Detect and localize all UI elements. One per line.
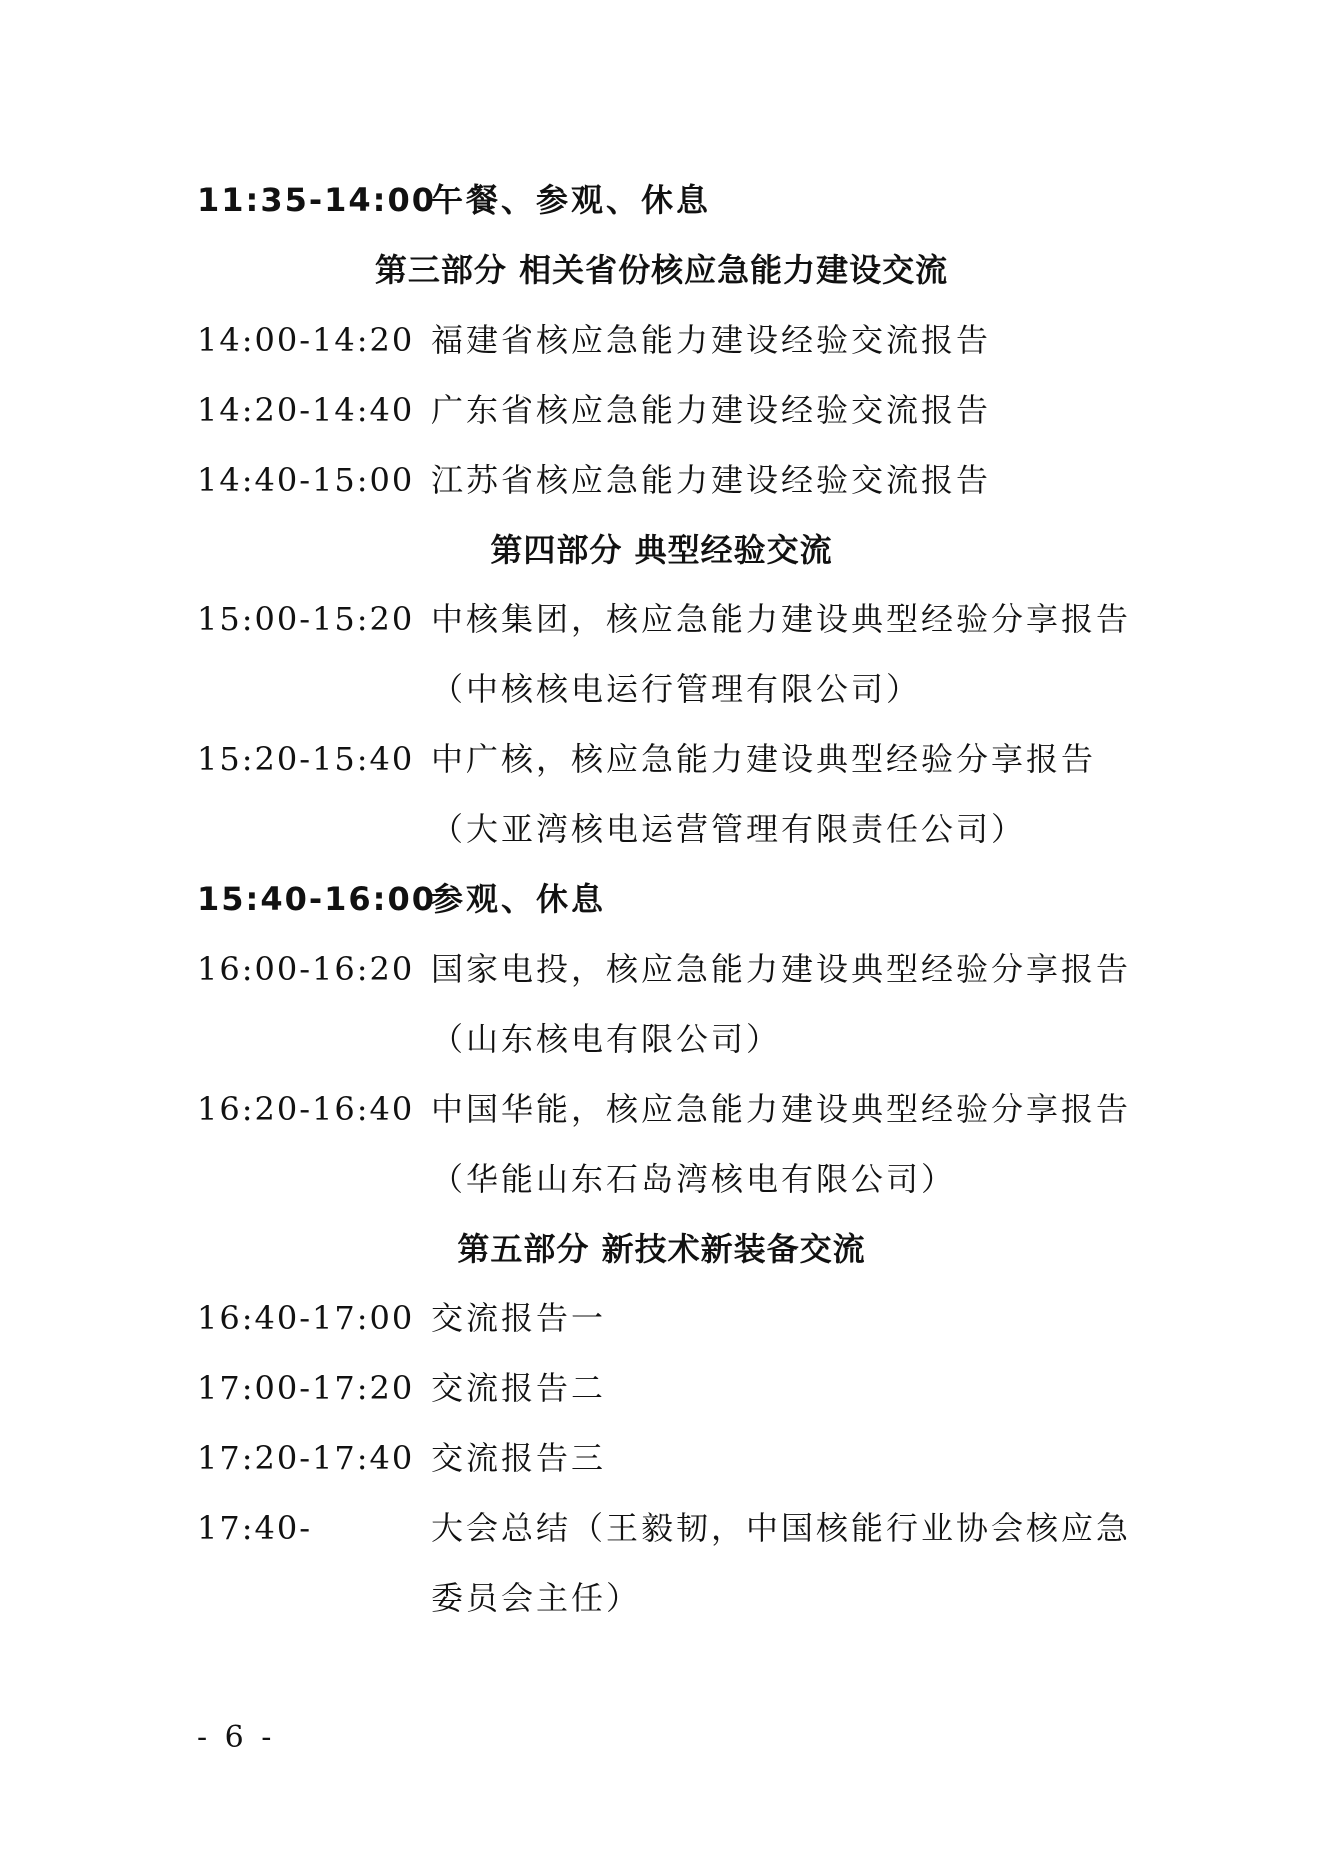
agenda-item-text: 中广核，核应急能力建设典型经验分享报告 xyxy=(431,740,1097,778)
agenda-row xyxy=(197,450,1137,510)
agenda-time: 15:40-16:00 xyxy=(197,880,436,918)
agenda-item-text: （中核核电运行管理有限公司） xyxy=(431,670,922,708)
agenda-row-continuation xyxy=(197,1568,1137,1628)
agenda-row xyxy=(197,170,1137,230)
agenda-row xyxy=(197,729,1137,789)
agenda-item-text: 午餐、参观、休息 xyxy=(431,181,712,219)
agenda-item-text: 委员会主任） xyxy=(431,1579,642,1617)
agenda-row xyxy=(197,1358,1137,1418)
agenda-row-continuation xyxy=(197,1009,1137,1069)
agenda-row xyxy=(197,589,1137,649)
agenda-item-text: 参观、休息 xyxy=(431,880,607,918)
agenda-time: 16:20-16:40 xyxy=(197,1090,415,1128)
agenda-item-text: （山东核电有限公司） xyxy=(431,1020,782,1058)
agenda-row-continuation xyxy=(197,1149,1137,1209)
agenda-time: 16:40-17:00 xyxy=(197,1299,415,1337)
agenda-item-text: 广东省核应急能力建设经验交流报告 xyxy=(431,391,992,429)
agenda-row xyxy=(197,380,1137,440)
agenda-row-continuation xyxy=(197,799,1137,859)
agenda-item-text: 中核集团，核应急能力建设典型经验分享报告 xyxy=(431,600,1132,638)
agenda-item-text: 交流报告一 xyxy=(431,1299,607,1337)
agenda-row xyxy=(197,869,1137,929)
agenda-item-text: 大会总结（王毅韧，中国核能行业协会核应急 xyxy=(431,1509,1132,1547)
agenda-time: 17:20-17:40 xyxy=(197,1439,415,1477)
section-heading: 第三部分 相关省份核应急能力建设交流 xyxy=(374,251,949,289)
agenda-time: 17:00-17:20 xyxy=(197,1369,415,1407)
agenda-item-text: 福建省核应急能力建设经验交流报告 xyxy=(431,321,992,359)
agenda-item-text: 江苏省核应急能力建设经验交流报告 xyxy=(431,461,992,499)
agenda-row xyxy=(197,1498,1137,1558)
agenda-row-continuation xyxy=(197,659,1137,719)
agenda-row xyxy=(197,1288,1137,1348)
agenda-row xyxy=(197,939,1137,999)
agenda-time: 14:20-14:40 xyxy=(197,391,415,429)
agenda-item-text: 中国华能，核应急能力建设典型经验分享报告 xyxy=(431,1090,1132,1128)
section-heading: 第五部分 新技术新装备交流 xyxy=(457,1230,866,1268)
page-number: - 6 - xyxy=(197,1720,276,1755)
agenda-row xyxy=(197,1079,1137,1139)
agenda-time: 15:20-15:40 xyxy=(197,740,415,778)
agenda-time: 11:35-14:00 xyxy=(197,181,436,219)
agenda-time: 14:40-15:00 xyxy=(197,461,415,499)
agenda-item-text: 交流报告二 xyxy=(431,1369,607,1407)
agenda-item-text: （华能山东石岛湾核电有限公司） xyxy=(431,1160,957,1198)
agenda-time: 17:40- xyxy=(197,1509,313,1547)
section-heading: 第四部分 典型经验交流 xyxy=(490,531,833,569)
agenda-item-text: （大亚湾核电运营管理有限责任公司） xyxy=(431,810,1027,848)
agenda-time: 15:00-15:20 xyxy=(197,600,415,638)
agenda-row xyxy=(197,310,1137,370)
agenda-item-text: 交流报告三 xyxy=(431,1439,607,1477)
agenda-time: 16:00-16:20 xyxy=(197,950,415,988)
agenda-time: 14:00-14:20 xyxy=(197,321,415,359)
agenda-item-text: 国家电投，核应急能力建设典型经验分享报告 xyxy=(431,950,1132,988)
agenda-row xyxy=(197,1428,1137,1488)
